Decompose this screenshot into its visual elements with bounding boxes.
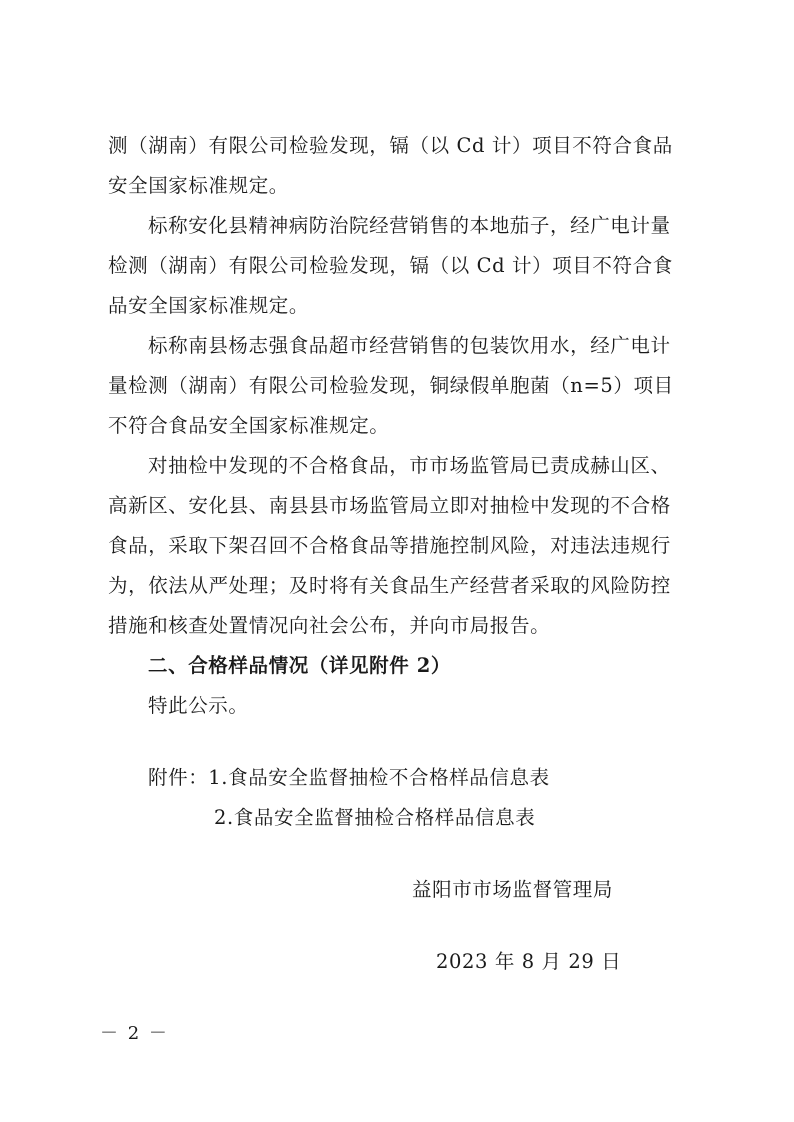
closing-text: 特此公示。	[148, 694, 249, 717]
body-line-11: 食品，采取下架召回不合格食品等措施控制风险，对违法违规行	[108, 534, 671, 557]
page-number: － 2 －	[100, 1023, 169, 1044]
body-line-10: 高新区、安化县、南县县市场监管局立即对抽检中发现的不合格	[108, 494, 671, 517]
body-line-12: 为，依法从严处理；及时将有关食品生产经营者采取的风险防控	[108, 574, 671, 597]
attachment-line-2: 2.食品安全监督抽检合格样品信息表	[214, 806, 536, 829]
body-line-13: 措施和核查处置情况向社会公布，并向市局报告。	[108, 614, 551, 637]
body-line-2: 安全国家标准规定。	[108, 174, 289, 197]
body-line-3: 标称安化县精神病防治院经营销售的本地茄子，经广电计量	[148, 214, 671, 237]
attachment-line-1: 附件：1.食品安全监督抽检不合格样品信息表	[148, 766, 550, 789]
body-line-5: 品安全国家标准规定。	[108, 294, 310, 317]
body-line-6: 标称南县杨志强食品超市经营销售的包装饮用水，经广电计	[148, 334, 671, 357]
body-line-1: 测（湖南）有限公司检验发现，镉（以 Cd 计）项目不符合食品	[108, 134, 673, 157]
body-line-4: 检测（湖南）有限公司检验发现，镉（以 Cd 计）项目不符合食	[108, 254, 673, 277]
body-line-9: 对抽检中发现的不合格食品，市市场监管局已责成赫山区、	[148, 454, 671, 477]
body-line-8: 不符合食品安全国家标准规定。	[108, 414, 390, 437]
signature-org: 益阳市市场监督管理局	[412, 878, 614, 901]
body-line-7: 量检测（湖南）有限公司检验发现，铜绿假单胞菌（n=5）项目	[108, 374, 674, 397]
signature-date: 2023 年 8 月 29 日	[436, 950, 622, 973]
section-heading: 二、合格样品情况（详见附件 2）	[148, 654, 451, 677]
